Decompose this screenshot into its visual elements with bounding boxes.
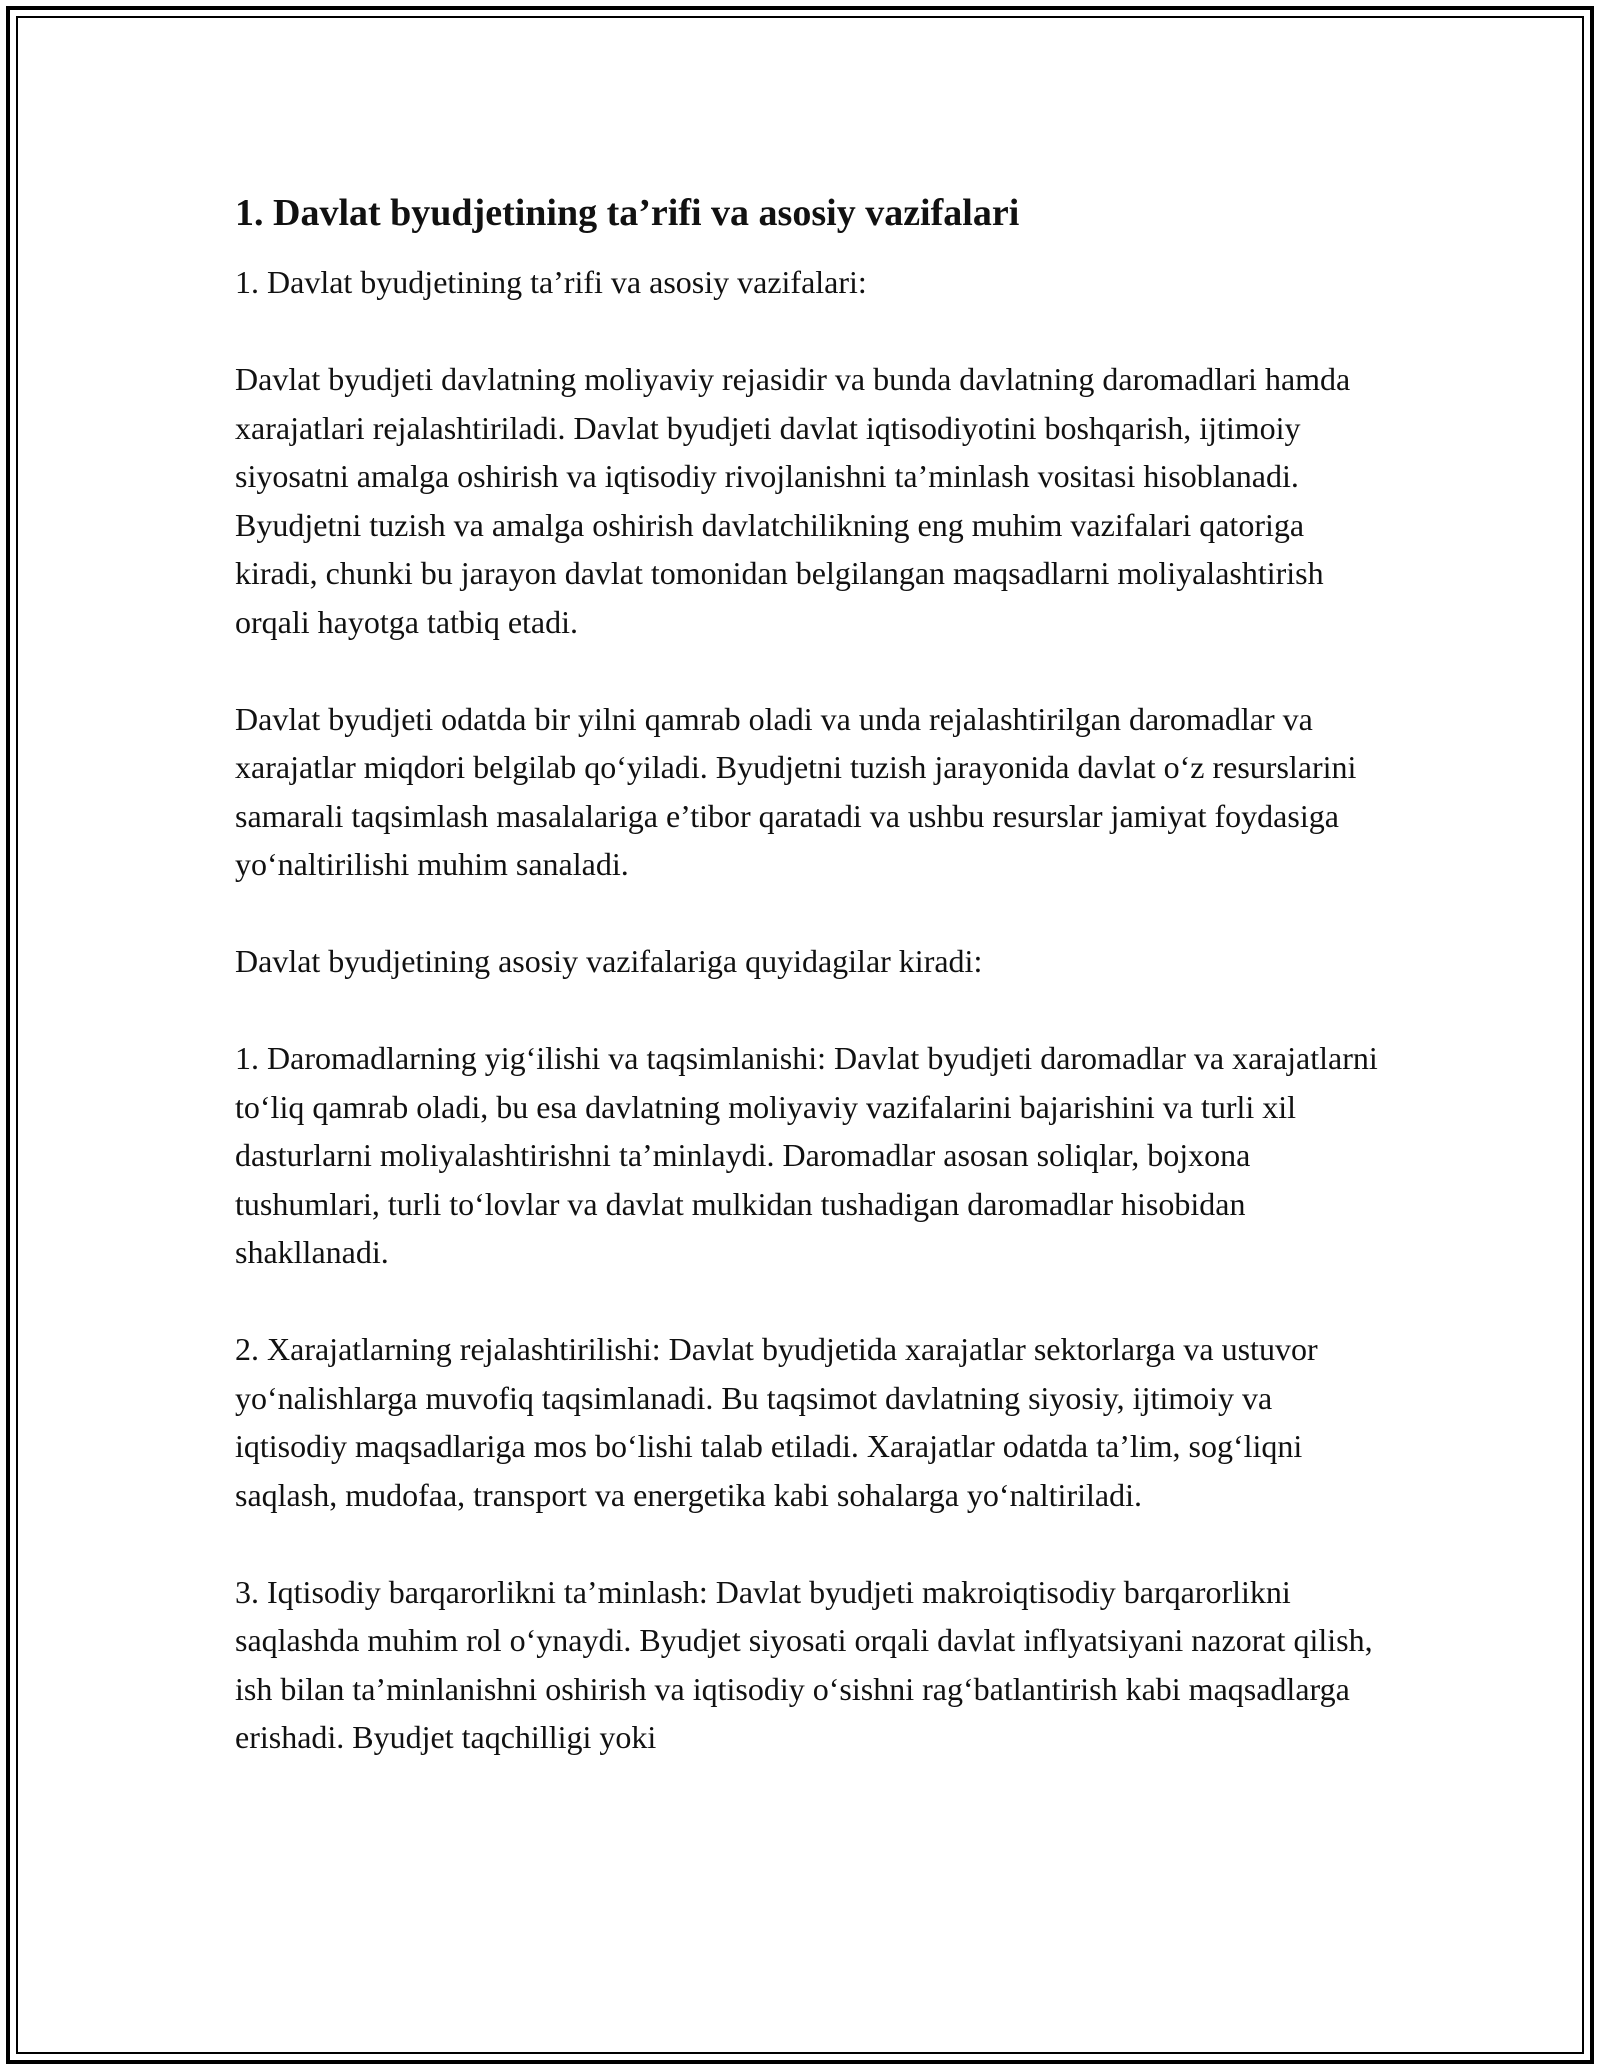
document-body bbox=[235, 188, 1385, 1810]
paragraph-period: Davlat byudjeti odatda bir yilni qamrab oladi va unda rejalashtirilgan daromadlar va xarajatlar miqdori belgilab qo‘yiladi. Byudjetni tuzish jarayonida davlat o‘z resurslarini samarali taqsimlash masalalariga e’tibor qaratadi va ushbu resurslar jamiyat foydasiga yo‘naltirilishi muhim sanaladi. bbox=[235, 700, 1357, 882]
paragraph-functions-intro: Davlat byudjetining asosiy vazifalariga quyidagilar kiradi: bbox=[235, 943, 983, 979]
paragraph-definition: Davlat byudjeti davlatning moliyaviy rejasidir va bunda davlatning daromadlari hamda xarajatlari rejalashtiriladi. Davlat byudjeti davlat iqtisodiyotini boshqarish, ijtimoiy siyosatni amalga oshirish va iqtisodiy rivojlanishni ta’minlash vositasi hisoblanadi. Byudjetni tuzish va amalga oshirish davlatchilikning eng muhim vazifalari qatoriga kiradi, chunki bu jarayon davlat tomonidan belgilangan maqsadlarni moliyalashtirish orqali hayotga tatbiq etadi. bbox=[235, 361, 1351, 640]
paragraph-item-2: 2. Xarajatlarning rejalashtirilishi: Davlat byudjetida xarajatlar sektorlarga va ustuvor yo‘nalishlarga muvofiq taqsimlanadi. Bu taqsimot davlatning siyosiy, ijtimoiy va iqtisodiy maqsadlariga mos bo‘lishi talab etiladi. Xarajatlar odatda ta’lim, sog‘liqni saqlash, mudofaa, transport va energetika kabi sohalarga yo‘naltiriladi. bbox=[235, 1331, 1318, 1513]
paragraph-subtitle: 1. Davlat byudjetining ta’rifi va asosiy vazifalari: bbox=[235, 264, 867, 300]
section-heading: 1. Davlat byudjetining ta’rifi va asosiy vazifalari bbox=[235, 192, 1020, 234]
paragraph-item-1: 1. Daromadlarning yig‘ilishi va taqsimlanishi: Davlat byudjeti daromadlar va xarajatlarni to‘liq qamrab oladi, bu esa davlatning moliyaviy vazifalarini bajarishini va turli xil dasturlarni moliyalashtirishni ta’minlaydi. Daromadlar asosan soliqlar, bojxona tushumlari, turli to‘lovlar va davlat mulkidan tushadigan daromadlar hisobidan shakllanadi. bbox=[235, 1040, 1378, 1270]
paragraph-item-3: 3. Iqtisodiy barqarorlikni ta’minlash: Davlat byudjeti makroiqtisodiy barqarorlikni saqlashda muhim rol o‘ynaydi. Byudjet siyosati orqali davlat inflyatsiyani nazorat qilish, ish bilan ta’minlanishni oshirish va iqtisodiy o‘sishni rag‘batlantirish kabi maqsadlarga erishadi. Byudjet taqchilligi yoki bbox=[235, 1573, 1373, 1755]
